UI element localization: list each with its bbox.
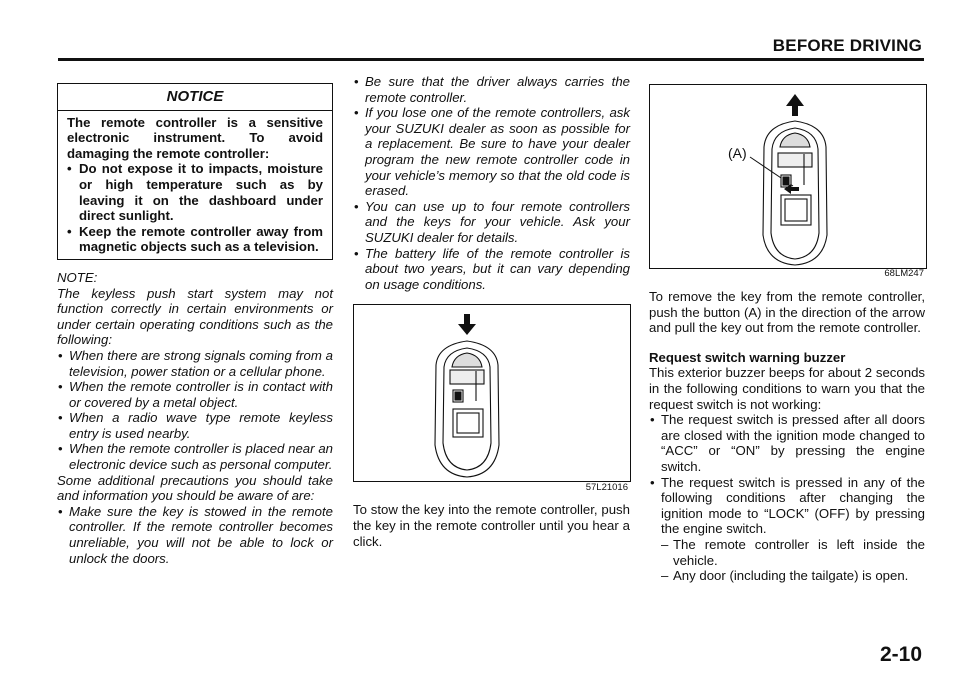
buzzer-item: • The request switch is pressed after all doors are closed with the ignition mode changed to “ACC” or “ON” by pressing the engine switch.: [649, 412, 925, 474]
figure-remove-key: [649, 84, 927, 280]
note-item: • When the remote controller is placed near an electronic device such as personal computer.: [57, 441, 333, 472]
figure-code: 57L21016: [585, 481, 628, 493]
figure-code: 68LM247: [884, 268, 924, 280]
buzzer-subitem: – Any door (including the tailgate) is open.: [661, 568, 925, 584]
column-left: [57, 83, 333, 566]
precautions-list-part1: [57, 504, 333, 566]
note-item: • When a radio wave type remote keyless entry is used nearby.: [57, 410, 333, 441]
header-rule: [58, 58, 924, 61]
precaution-item: • Make sure the key is stowed in the remote controller. If the remote controller becomes unreliable, you will not be able to lock or unlock the doors.: [57, 504, 333, 566]
buzzer-sublist: [661, 537, 925, 584]
column-middle: [353, 74, 630, 549]
notice-intro: The remote controller is a sensitive electronic instrument. To avoid damaging the remote controller:: [67, 114, 323, 161]
page-header-title: BEFORE DRIVING: [772, 36, 922, 55]
precautions-intro: Some additional precautions you should take and information you should be aware of are:: [57, 472, 333, 504]
remote-controller-illustration: [354, 305, 628, 479]
buzzer-intro: This exterior buzzer beeps for about 2 seconds in the following conditions to warn you that the request switch is not working:: [649, 365, 925, 412]
precaution-item: • Be sure that the driver always carries the remote controller.: [353, 74, 630, 105]
notice-title: NOTICE: [58, 84, 332, 111]
figure-stow-caption: To stow the key into the remote controller, push the key in the remote controller until you hear a click.: [353, 502, 630, 549]
pull-arrow-icon: [786, 94, 804, 116]
precaution-item: • If you lose one of the remote controllers, ask your SUZUKI dealer as soon as possible for a replacement. Be sure to have your dealer program the new remote controller code in your vehicle’s memory so that the old code is erased.: [353, 105, 630, 199]
callout-label: (A): [728, 145, 747, 161]
remote-controller-illustration: [650, 85, 924, 266]
note-intro: The keyless push start system may not function correctly in certain environments or under certain operating conditions such as the following:: [57, 285, 333, 348]
column-right: [649, 84, 925, 584]
page-number: 2-10: [879, 643, 922, 666]
buzzer-subitem: – The remote controller is left inside the vehicle.: [661, 537, 925, 568]
note-list: [57, 348, 333, 473]
note-item: • When the remote controller is in contact with or covered by a metal object.: [57, 379, 333, 410]
note-item: • When there are strong signals coming from a television, power station or a cellular phone.: [57, 348, 333, 379]
figure-stow-key: [353, 304, 631, 493]
figure-remove-caption: To remove the key from the remote controller, push the button (A) in the direction of the arrow and pull the key out from the remote controller.: [649, 289, 925, 336]
insert-arrow-icon: [458, 314, 476, 335]
precautions-list-part2: [353, 74, 630, 292]
buzzer-list: [649, 412, 925, 584]
notice-box: [57, 83, 333, 260]
note-label: NOTE:: [57, 269, 98, 285]
precaution-item: • The battery life of the remote controller is about two years, but it can vary depending on usage conditions.: [353, 246, 630, 293]
buzzer-heading: Request switch warning buzzer: [649, 349, 846, 365]
notice-item: • Do not expose it to impacts, moisture or high temperature such as by leaving it on the dashboard under direct sunlight.: [67, 161, 323, 223]
notice-body: [58, 115, 332, 255]
buzzer-item-text: The request switch is pressed in any of the following conditions after changing the ignition mode to “LOCK” (OFF) by pressing the engine switch.: [661, 474, 925, 537]
notice-item: • Keep the remote controller away from magnetic objects such as a television.: [67, 224, 323, 255]
precaution-item: • You can use up to four remote controllers and the keys for your vehicle. Ask your SUZUKI dealer for details.: [353, 199, 630, 246]
buzzer-item: [649, 475, 925, 584]
